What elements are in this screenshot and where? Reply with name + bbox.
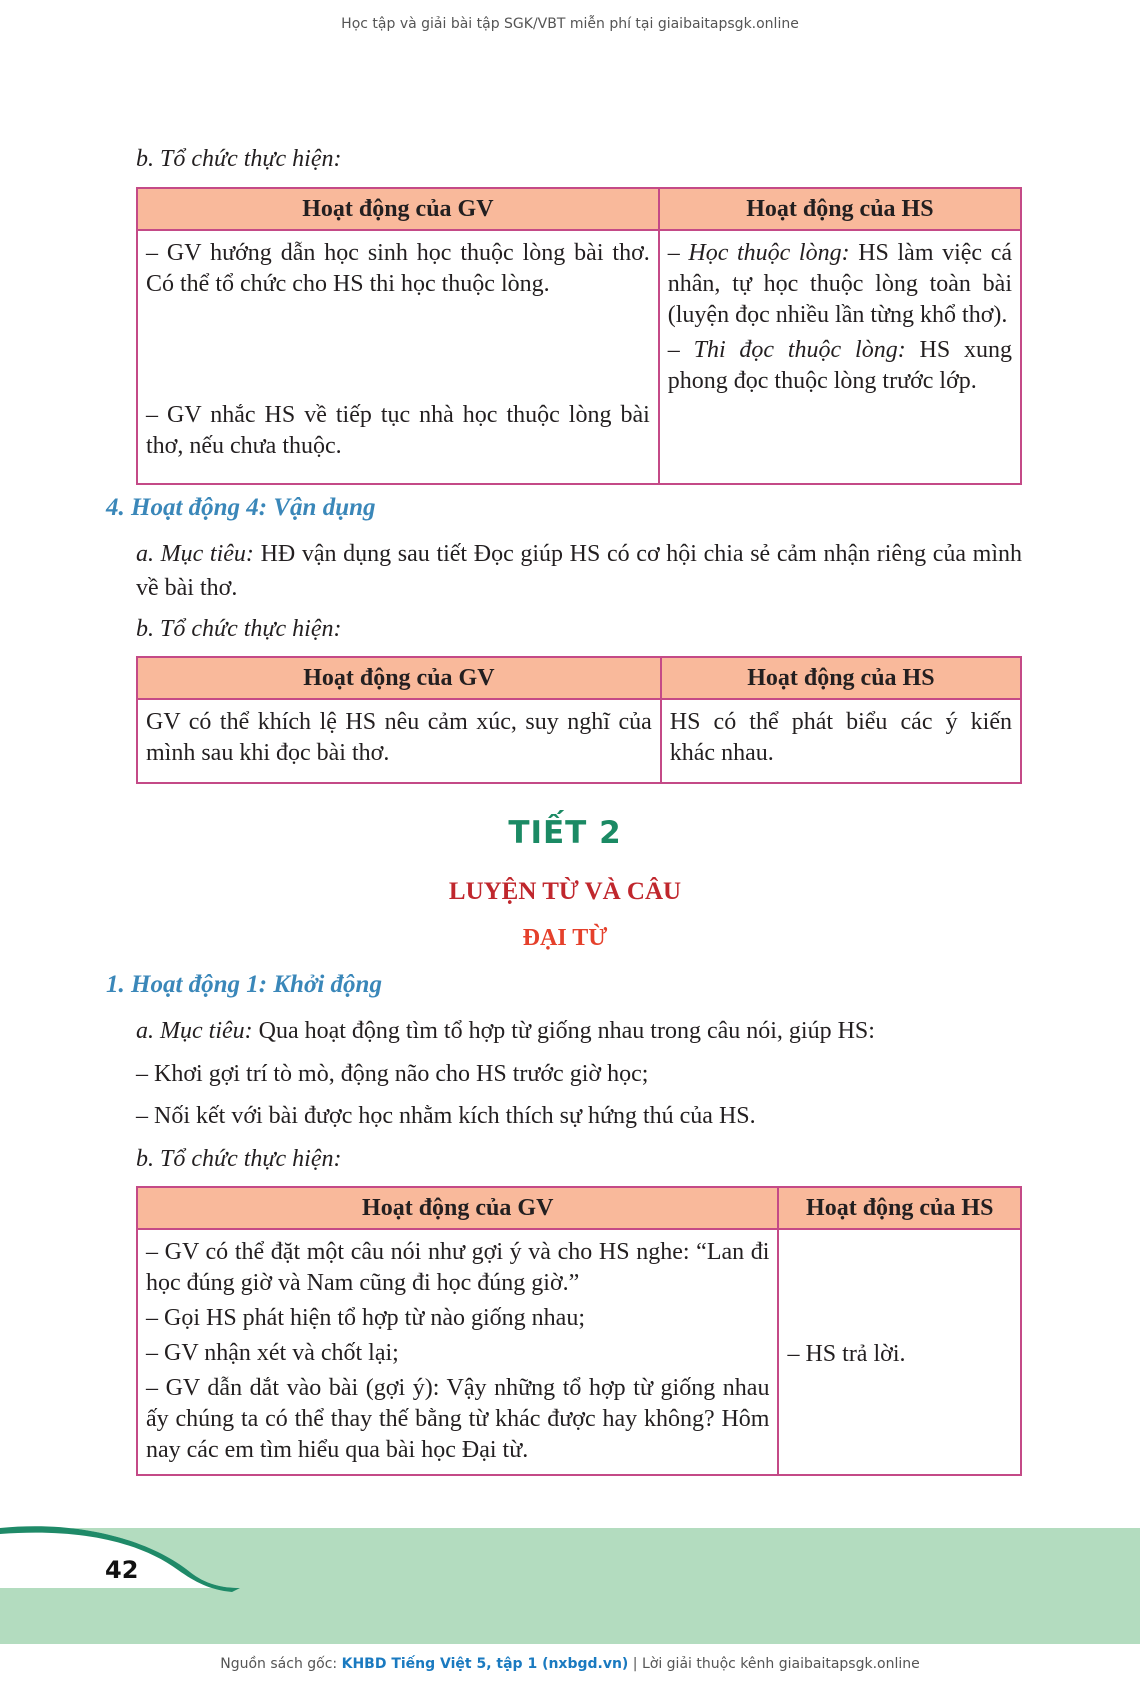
gv-step-4: – GV dẫn dắt vào bài (gợi ý): Vậy những tổ hợp từ giống nhau ấy chúng ta có thể thay thế bằng từ khác được hay không? Hôm nay các em tìm hiểu qua bài học Đại từ. [146,1375,770,1463]
table-header-gv: Hoạt động của GV [137,657,661,699]
hs-memorize [668,238,1012,331]
hs-cell: HS có thể phát biểu các ý kiến khác nhau. [661,699,1021,783]
hs-recite-contest [668,335,1012,397]
activity-table-2 [136,656,1022,784]
page-swoosh-decoration [0,1520,300,1592]
hs-memorize-label: Học thuộc lòng: [688,240,850,266]
table-header-hs: Hoạt động của HS [659,188,1021,230]
objective-text: Qua hoạt động tìm tổ hợp từ giống nhau trong câu nói, giúp HS: [252,1018,875,1044]
b-label-organize: b. Tổ chức thực hiện: [136,616,342,642]
gv-step-2: – Gọi HS phát hiện tổ hợp từ nào giống nhau; [146,1305,585,1331]
page-number: 42 [105,1556,139,1584]
gv-step-1: – GV có thể đặt một câu nói như gợi ý và cho HS nghe: “Lan đi học đúng giờ và Nam cũng đi học đúng giờ.” [146,1239,770,1296]
hs-recite-label: Thi đọc thuộc lòng: [693,337,906,363]
footer-suffix: | Lời giải thuộc kênh giaibaitapsgk.online [628,1656,920,1672]
table-header-gv: Hoạt động của GV [137,1187,778,1229]
gv-instruction: – GV hướng dẫn học sinh học thuộc lòng bài thơ. Có thể tổ chức cho HS thi học thuộc lòng. [146,240,650,297]
gv-reminder: – GV nhắc HS về tiếp tục nhà học thuộc lòng bài thơ, nếu chưa thuộc. [146,402,650,459]
activity-4-heading: 4. Hoạt động 4: Vận dụng [106,494,376,521]
activity-table-1 [136,187,1022,485]
top-source-note: Học tập và giải bài tập SGK/VBT miễn phí tại giaibaitapsgk.online [341,16,799,32]
gv-cell [137,230,659,484]
footer-prefix: Nguồn sách gốc: [220,1656,342,1672]
objective-bullet-2: – Nối kết với bài được học nhằm kích thích sự hứng thú của HS. [136,1103,756,1129]
dash: – [667,337,694,363]
gv-step-3: – GV nhận xét và chốt lại; [146,1340,399,1366]
b-label-organize: b. Tổ chức thực hiện: [136,146,342,172]
gv-cell [137,1229,778,1475]
lesson-title: TIẾT 2 [508,815,622,851]
footer-book-link[interactable]: KHBD Tiếng Việt 5, tập 1 (nxbgd.vn) [341,1656,629,1672]
table-header-hs: Hoạt động của HS [778,1187,1021,1229]
gv-cell: GV có thể khích lệ HS nêu cảm xúc, suy nghĩ của mình sau khi đọc bài thơ. [137,699,661,783]
b-label-organize: b. Tổ chức thực hiện: [136,1146,342,1172]
lesson-subtitle: LUYỆN TỪ VÀ CÂU [448,878,682,905]
hs-cell [659,230,1021,484]
activity-1-objective [136,1014,1022,1048]
hs-recite-text: HS xung phong đọc thuộc lòng trước lớp. [667,337,1012,394]
activity-1-heading: 1. Hoạt động 1: Khởi động [106,971,382,998]
activity-table-3 [136,1186,1022,1476]
dash: – [667,240,689,266]
hs-memorize-text: HS làm việc cá nhân, tự học thuộc lòng toàn bài (luyện đọc nhiều lần từng khổ thơ). [667,240,1013,328]
objective-bullet-1: – Khơi gợi trí tò mò, động não cho HS trước giờ học; [136,1061,649,1087]
objective-text: HĐ vận dụng sau tiết Đọc giúp HS có cơ hội chia sẻ cảm nhận riêng của mình về bài thơ. [136,541,1022,601]
objective-label: a. Mục tiêu: [136,541,254,567]
hs-cell: – HS trả lời. [778,1229,1021,1475]
objective-label: a. Mục tiêu: [136,1018,253,1044]
activity-4-objective [136,537,1022,605]
footer-source [0,1656,1140,1672]
lesson-topic: ĐẠI TỪ [522,925,608,951]
table-header-hs: Hoạt động của HS [661,657,1021,699]
table-header-gv: Hoạt động của GV [137,188,659,230]
